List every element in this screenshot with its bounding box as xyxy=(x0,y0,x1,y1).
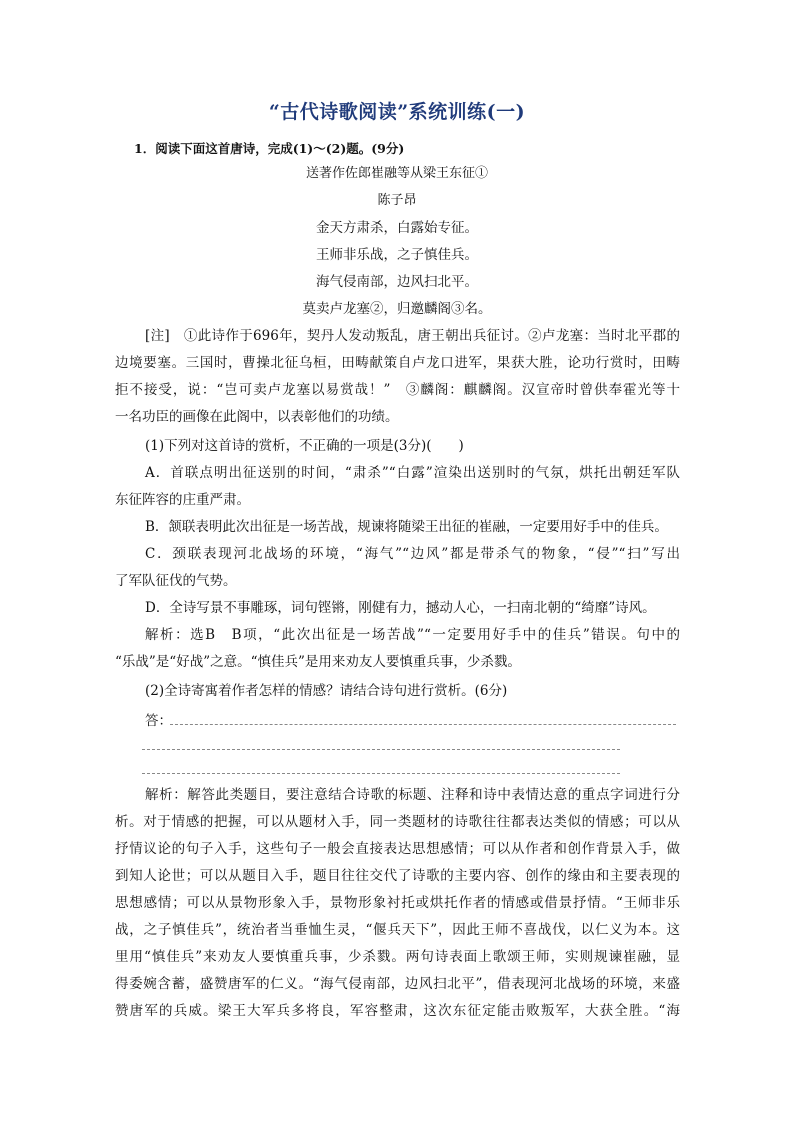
option-d: D．全诗写景不事雕琢，词句铿锵，刚健有力，撼动人心，一扫南北朝的“绮靡”诗风。 xyxy=(145,600,656,616)
option-a: A．首联点明出征送别的时间，“肃杀”“白露”渲染出送别时的气氛，烘托出朝廷军队 xyxy=(145,465,680,481)
answer-line[interactable] xyxy=(142,749,620,750)
poem-verse: 海气侵南部，边风扫北平。 xyxy=(316,274,478,290)
answer-line[interactable] xyxy=(142,773,620,774)
note-line: [注] ①此诗作于696年，契丹人发动叛乱，唐王朝出兵征讨。②卢龙塞：当时北平郡的 xyxy=(145,328,680,344)
analysis-2-line: 析。对于情感的把握，可以从题材入手，同一类题材的诗歌往往都表达类似的情感；可以从 xyxy=(115,814,680,830)
poem-verse: 莫卖卢龙塞②，归邀麟阁③名。 xyxy=(302,301,492,317)
note-line: 拒不接受，说：“岂可卖卢龙塞以易赏哉！” ③麟阁：麒麟阁。汉宣帝时曾供奉霍光等十 xyxy=(115,382,680,398)
analysis-2-line: 战，之子慎佳兵”，统治者当垂恤生灵，“偃兵天下”，因此王师不喜战伐，以仁义为本。这 xyxy=(115,922,680,938)
analysis-2-line: 里用“慎佳兵”来劝友人要慎重兵事，少杀戮。两句诗表面上歌颂王师，实则规谏崔融，显 xyxy=(115,949,680,965)
question-stem: 1．阅读下面这首唐诗，完成(1)～(2)题。(9分) xyxy=(134,141,405,156)
analysis-2-line: 得委婉含蓄，盛赞唐军的仁义。“海气侵南部，边风扫北平”，借表现河北战场的环境，来盛 xyxy=(115,976,680,992)
analysis-1-cont: “乐战”是“好战”之意。“慎佳兵”是用来劝友人要慎重兵事，少杀戮。 xyxy=(115,654,521,670)
analysis-2-line: 到知人论世；可以从题目入手，题目往往交代了诗歌的主要内容、创作的缘由和主要表现的 xyxy=(115,868,680,884)
answer-label: 答： xyxy=(145,713,172,729)
page-title: “古代诗歌阅读”系统训练(一) xyxy=(268,101,526,123)
option-c: C．颈联表现河北战场的环境，“海气”“边风”都是带杀气的物象，“侵”“扫”写出 xyxy=(145,546,680,562)
sub-question-1-stem: (1)下列对这首诗的赏析，不正确的一项是(3分)( ) xyxy=(145,438,464,454)
analysis-2-line: 思想感情；可以从景物形象入手，景物形象衬托或烘托作者的情感或借景抒情。“王师非乐 xyxy=(115,895,680,911)
option-a-cont: 东征阵容的庄重严肃。 xyxy=(115,492,250,508)
option-c-cont: 了军队征伐的气势。 xyxy=(115,573,237,589)
sub-question-2-stem: (2)全诗寄寓着作者怎样的情感？请结合诗句进行赏析。(6分) xyxy=(145,683,508,699)
analysis-1: 解析：选B B项，“此次出征是一场苦战”“一定要用好手中的佳兵”错误。句中的 xyxy=(145,627,680,643)
note-line: 边境要塞。三国时，曹操北征乌桓，田畴献策自卢龙口进军，果获大胜，论功行赏时，田畴 xyxy=(115,355,680,371)
poem-verse: 王师非乐战，之子慎佳兵。 xyxy=(316,247,478,263)
poem-title: 送著作佐郎崔融等从梁王东征① xyxy=(305,166,488,181)
note-line: 一名功臣的画像在此阁中，以表彰他们的功绩。 xyxy=(115,409,399,425)
analysis-2-line: 抒情议论的句子入手，这些句子一般会直接表达思想感情；可以从作者和创作背景入手，做 xyxy=(115,841,680,857)
poem-verse: 金天方肃杀，白露始专征。 xyxy=(316,220,478,236)
option-b: B．颔联表明此次出征是一场苦战，规谏将随梁王出征的崔融，一定要用好手中的佳兵。 xyxy=(145,519,668,535)
poet-name: 陈子昂 xyxy=(377,193,417,208)
analysis-2-line: 解析：解答此类题目，要注意结合诗歌的标题、注释和诗中表情达意的重点字词进行分 xyxy=(145,787,680,803)
answer-line[interactable] xyxy=(170,724,676,725)
analysis-2-line: 赞唐军的兵威。梁王大军兵多将良，军容整肃，这次东征定能击败叛军，大获全胜。“海 xyxy=(115,1003,680,1019)
